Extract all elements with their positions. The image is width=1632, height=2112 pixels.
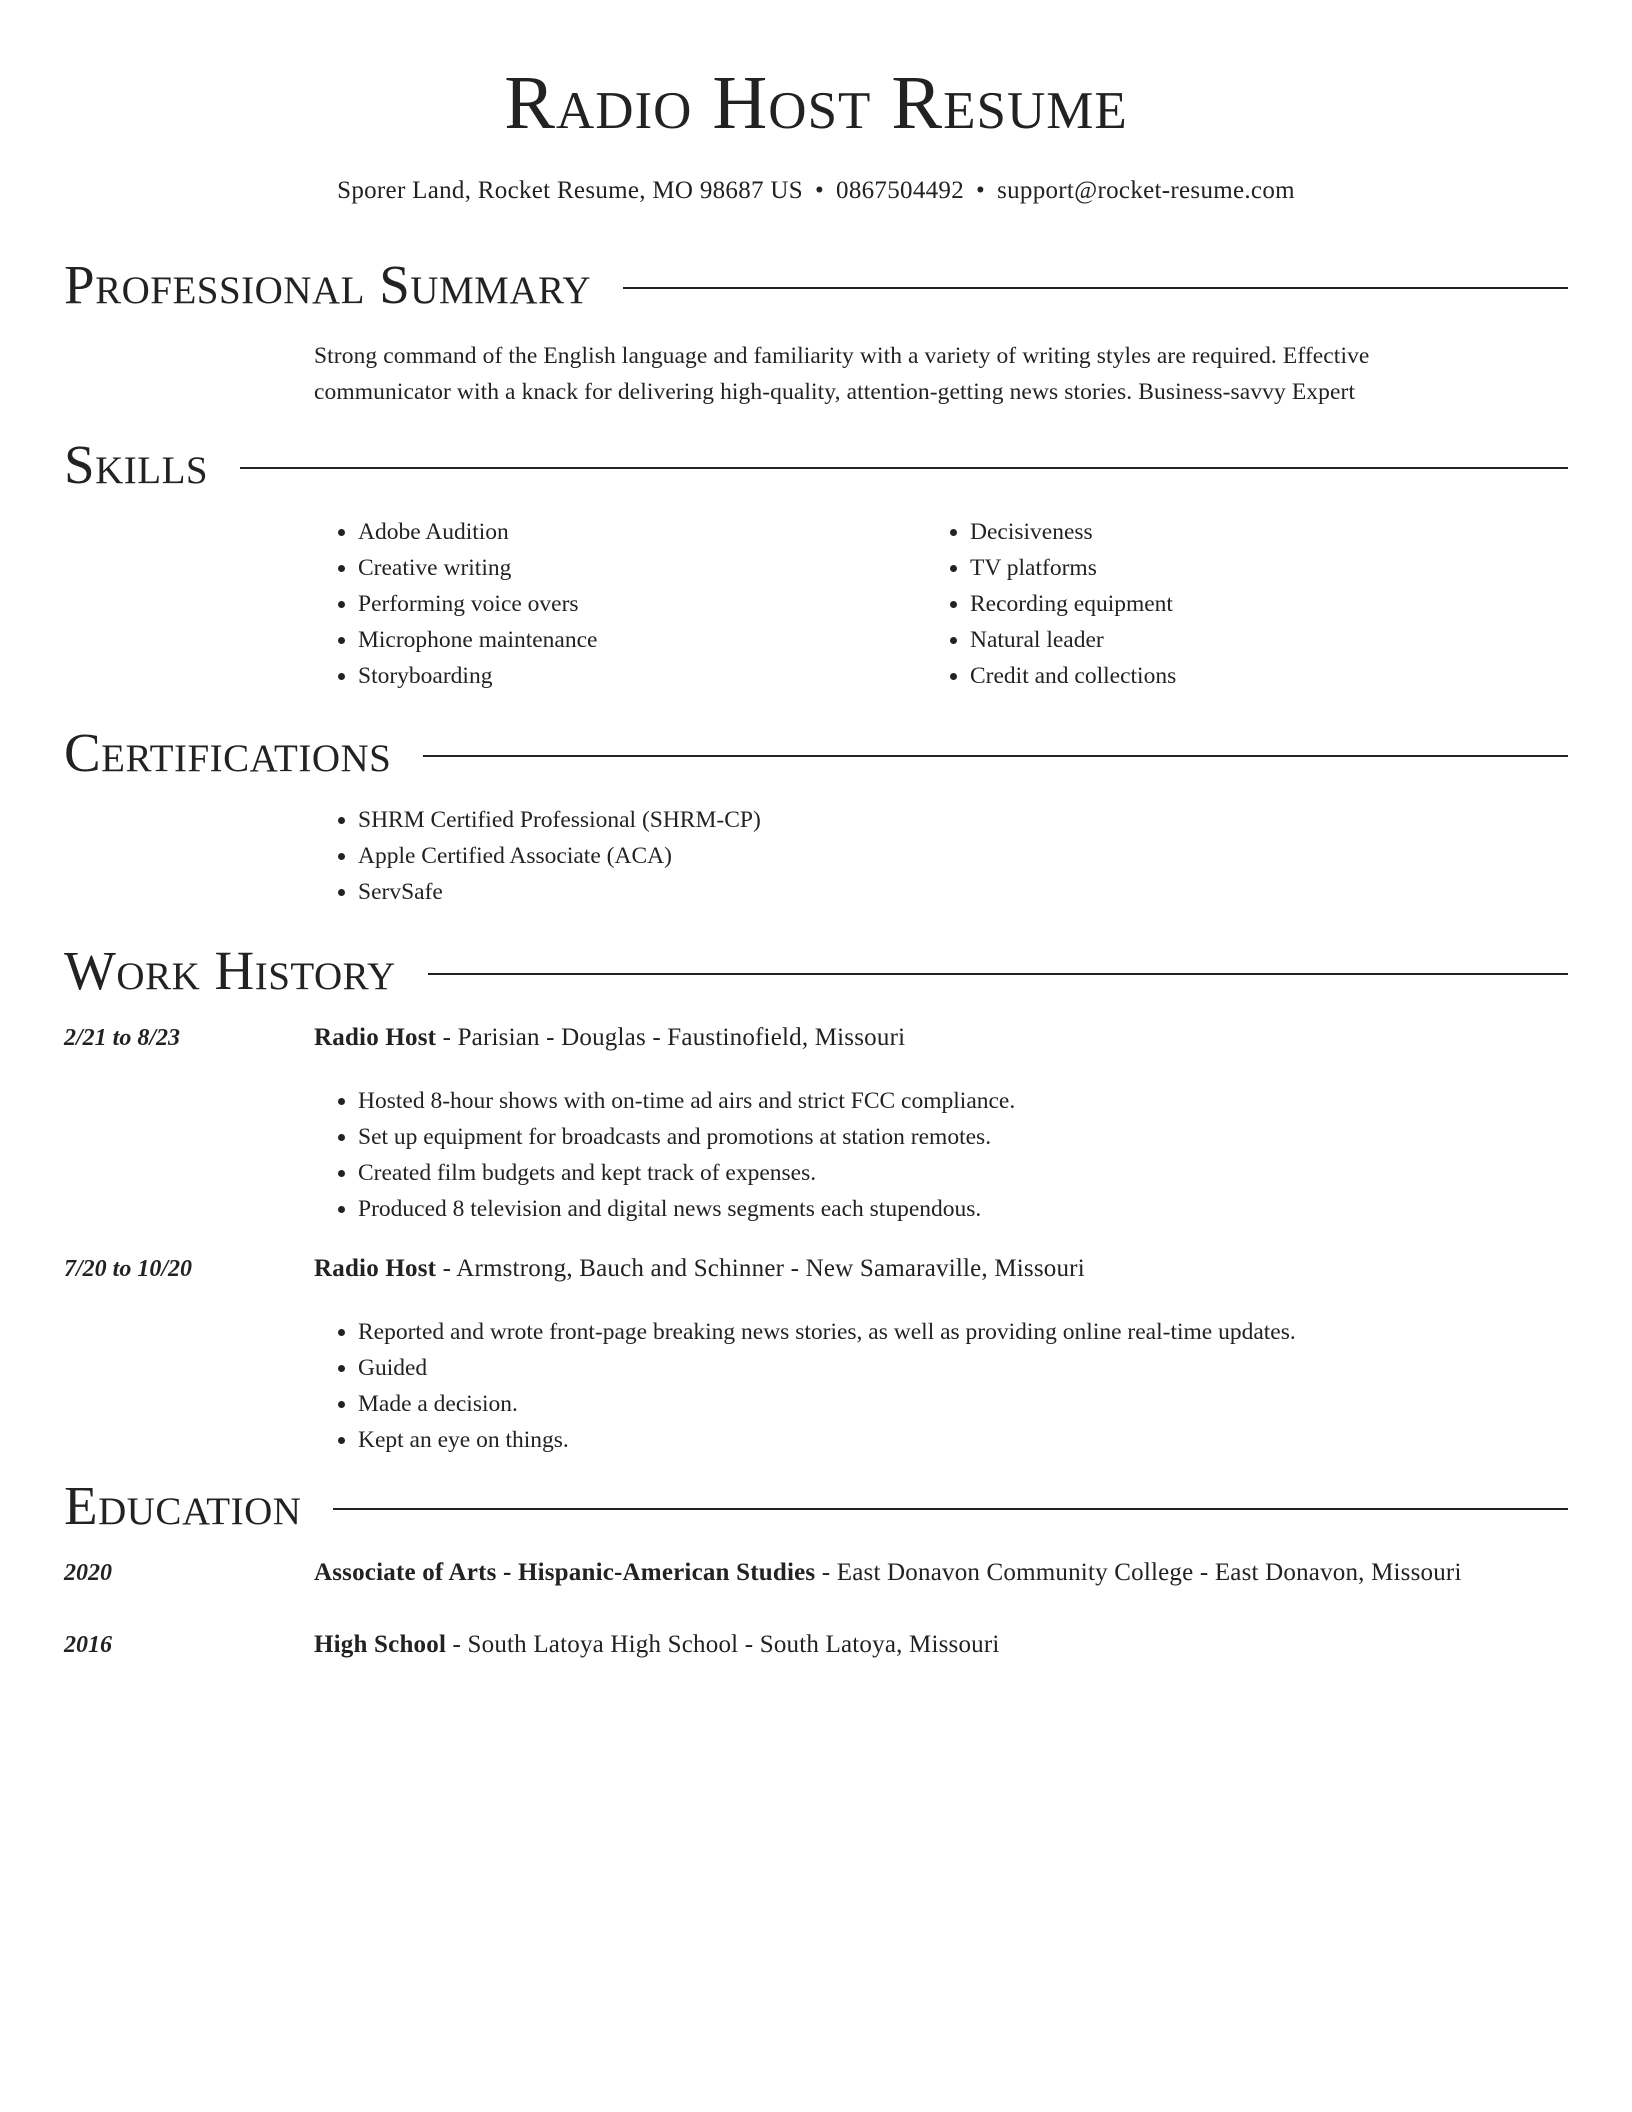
section-title-education: Education: [64, 1475, 302, 1536]
section-divider: [428, 973, 1568, 975]
education-year: 2016: [64, 1632, 112, 1658]
job-title: Radio Host: [314, 1255, 437, 1282]
job-bullet: • Guided: [358, 1350, 1514, 1386]
job-dates: 7/20 to 10/20: [64, 1256, 193, 1282]
skills-section-header: [64, 432, 1568, 498]
skill-item: • Storyboarding: [358, 658, 914, 694]
section-title-summary: Professional Summary: [64, 254, 592, 315]
section-title-skills: Skills: [64, 434, 209, 495]
job-title: Radio Host: [314, 1024, 437, 1051]
skill-item: • Creative writing: [358, 550, 914, 586]
education-entry: [314, 1628, 1000, 1662]
skill-item: • Decisiveness: [970, 514, 1526, 550]
job-details: - Armstrong, Bauch and Schinner - New Samaraville, Missouri: [436, 1255, 1085, 1282]
certification-item: • SHRM Certified Professional (SHRM-CP): [358, 802, 1474, 838]
summary-text: [314, 338, 1474, 410]
address: Sporer Land, Rocket Resume, MO 98687 US: [337, 177, 803, 204]
job-details: - Parisian - Douglas - Faustinofield, Missouri: [436, 1024, 906, 1051]
education-degree: Associate of Arts - Hispanic-American Studies: [314, 1559, 816, 1586]
phone: 0867504492: [836, 177, 965, 204]
skill-item: • Adobe Audition: [358, 514, 914, 550]
resume-title: Radio Host Resume: [504, 61, 1128, 145]
section-title-certifications: Certifications: [64, 722, 392, 783]
skill-item: • Natural leader: [970, 622, 1526, 658]
skills-column-left: [314, 514, 914, 694]
section-divider: [423, 755, 1568, 757]
job-bullet: • Created film budgets and kept track of expenses.: [358, 1155, 1514, 1191]
summary-line: Strong command of the English language and familiarity with a variety of writing styles are required. Effective: [314, 343, 1370, 369]
job-bullets: [314, 1083, 1514, 1227]
job-bullet: • Hosted 8-hour shows with on-time ad airs and strict FCC compliance.: [358, 1083, 1514, 1119]
job-bullets: [314, 1314, 1514, 1458]
education-year: 2020: [64, 1560, 112, 1586]
job-bullet: • Reported and wrote front-page breaking news stories, as well as providing online real-time updates.: [358, 1314, 1514, 1350]
skill-item: • Performing voice overs: [358, 586, 914, 622]
work-section-header: [64, 938, 1568, 1004]
job-bullet: • Set up equipment for broadcasts and promotions at station remotes.: [358, 1119, 1514, 1155]
section-divider: [333, 1508, 1568, 1510]
separator-dot: •: [814, 177, 825, 204]
education-entry: [314, 1556, 1462, 1590]
job-dates: 2/21 to 8/23: [64, 1025, 181, 1051]
job-bullet: • Made a decision.: [358, 1386, 1514, 1422]
skills-column-right: [926, 514, 1526, 694]
skill-item: • TV platforms: [970, 550, 1526, 586]
job-heading: [314, 1252, 1085, 1286]
certifications-list: [314, 802, 1474, 910]
skill-item: • Microphone maintenance: [358, 622, 914, 658]
section-divider: [623, 287, 1568, 289]
education-details: - East Donavon Community College - East Donavon, Missouri: [815, 1559, 1462, 1586]
job-bullet: • Kept an eye on things.: [358, 1422, 1514, 1458]
job-heading: [314, 1021, 905, 1055]
section-title-work: Work History: [64, 940, 396, 1001]
certifications-section-header: [64, 720, 1568, 786]
summary-section-header: [64, 252, 1568, 318]
skill-item: • Credit and collections: [970, 658, 1526, 694]
certification-item: • Apple Certified Associate (ACA): [358, 838, 1474, 874]
separator-dot: •: [976, 177, 986, 204]
education-degree: High School: [314, 1631, 447, 1658]
email: support@rocket-resume.com: [997, 177, 1295, 204]
job-bullet: • Produced 8 television and digital news segments each stupendous.: [358, 1191, 1514, 1227]
education-details: - South Latoya High School - South Latoya, Missouri: [446, 1631, 1000, 1658]
certification-item: • ServSafe: [358, 874, 1474, 910]
education-section-header: [64, 1473, 1568, 1539]
skill-item: • Recording equipment: [970, 586, 1526, 622]
contact-line: [0, 174, 1632, 208]
summary-line: communicator with a knack for delivering high-quality, attention-getting news stories. Business-savvy Expert: [314, 379, 1356, 405]
section-divider: [240, 467, 1568, 469]
